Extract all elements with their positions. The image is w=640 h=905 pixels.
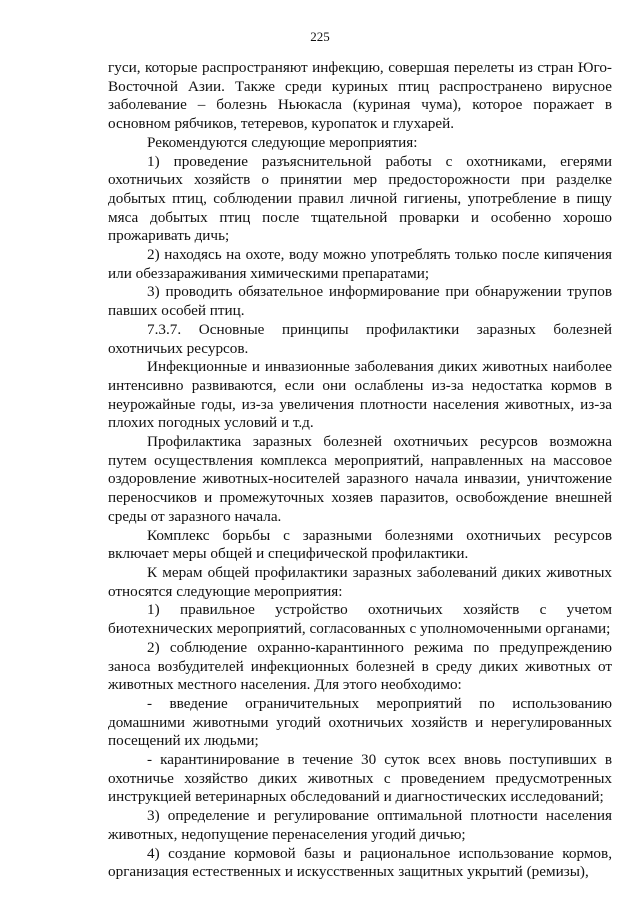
- list-item: 1) проведение разъяснительной работы с охотниками, егерями охотничьих хозяйств о принятии мер предосторожности при разделке добытых птиц, соблюдении правил личной гигиены, употребление в пищу мяса добытых птиц после тщательной проварки и особенно хорошо прожаривать дичь;: [108, 152, 612, 245]
- paragraph: Рекомендуются следующие мероприятия:: [147, 133, 418, 151]
- section-heading: 7.3.7. Основные принципы профилактики заразных болезней охотничьих ресурсов.: [108, 320, 612, 357]
- page-body: [108, 59, 612, 882]
- list-item: 2) соблюдение охранно-карантинного режима по предупреждению заноса возбудителей инфекционных болезней в среду диких животных от животных местного населения. Для этого необходимо:: [108, 638, 612, 694]
- list-item: 3) проводить обязательное информирование при обнаружении трупов павших особей птиц.: [108, 283, 612, 320]
- paragraph: Комплекс борьбы с заразными болезнями охотничьих ресурсов включает меры общей и специфической профилактики.: [108, 526, 612, 563]
- sub-list-item: - введение ограничительных мероприятий по использованию домашними животными угодий охотничьих хозяйств и нерегулированных посещений их людьми;: [108, 694, 612, 750]
- list-item: 1) правильное устройство охотничьих хозяйств с учетом биотехнических мероприятий, согласованных с уполномоченными органами;: [108, 601, 612, 638]
- sub-list-item: - карантинирование в течение 30 суток всех вновь поступивших в охотничье хозяйство диких животных с проведением предусмотренных инструкцией ветеринарных обследований и диагностических исследований;: [108, 751, 612, 806]
- paragraph: гуси, которые распространяют инфекцию, совершая перелеты из стран Юго-Восточной Азии. Также среди куриных птиц распространено вирусное заболевание – болезнь Ньюкасла (куриная чума), которое поражает в основном рябчиков, тетеревов, куропаток и глухарей.: [108, 59, 612, 133]
- list-item: 2) находясь на охоте, воду можно употреблять только после кипячения или обеззараживания химическими препаратами;: [108, 246, 612, 282]
- page-number: 225: [310, 29, 330, 44]
- paragraph: Инфекционные и инвазионные заболевания диких животных наиболее интенсивно развиваются, если они ослаблены из-за недостатка кормов в неурожайные годы, из-за увеличения плотности населения животных, из-за плохих погодных условий и т.д.: [108, 358, 612, 432]
- paragraph: К мерам общей профилактики заразных заболеваний диких животных относятся следующие мероприятия:: [108, 563, 612, 600]
- list-item: 4) создание кормовой базы и рациональное использование кормов, организация естественных и искусственных защитных укрытий (ремизы),: [108, 844, 612, 881]
- paragraph: Профилактика заразных болезней охотничьих ресурсов возможна путем осуществления комплекса мероприятий, направленных на массовое оздоровление животных-носителей заразного начала инвазии, уничтожение переносчиков и промежуточных хозяев паразитов, освобождение внешней среды от заразного начала.: [108, 433, 612, 525]
- list-item: 3) определение и регулирование оптимальной плотности населения животных, недопущение перенаселения угодий дичью;: [108, 807, 612, 843]
